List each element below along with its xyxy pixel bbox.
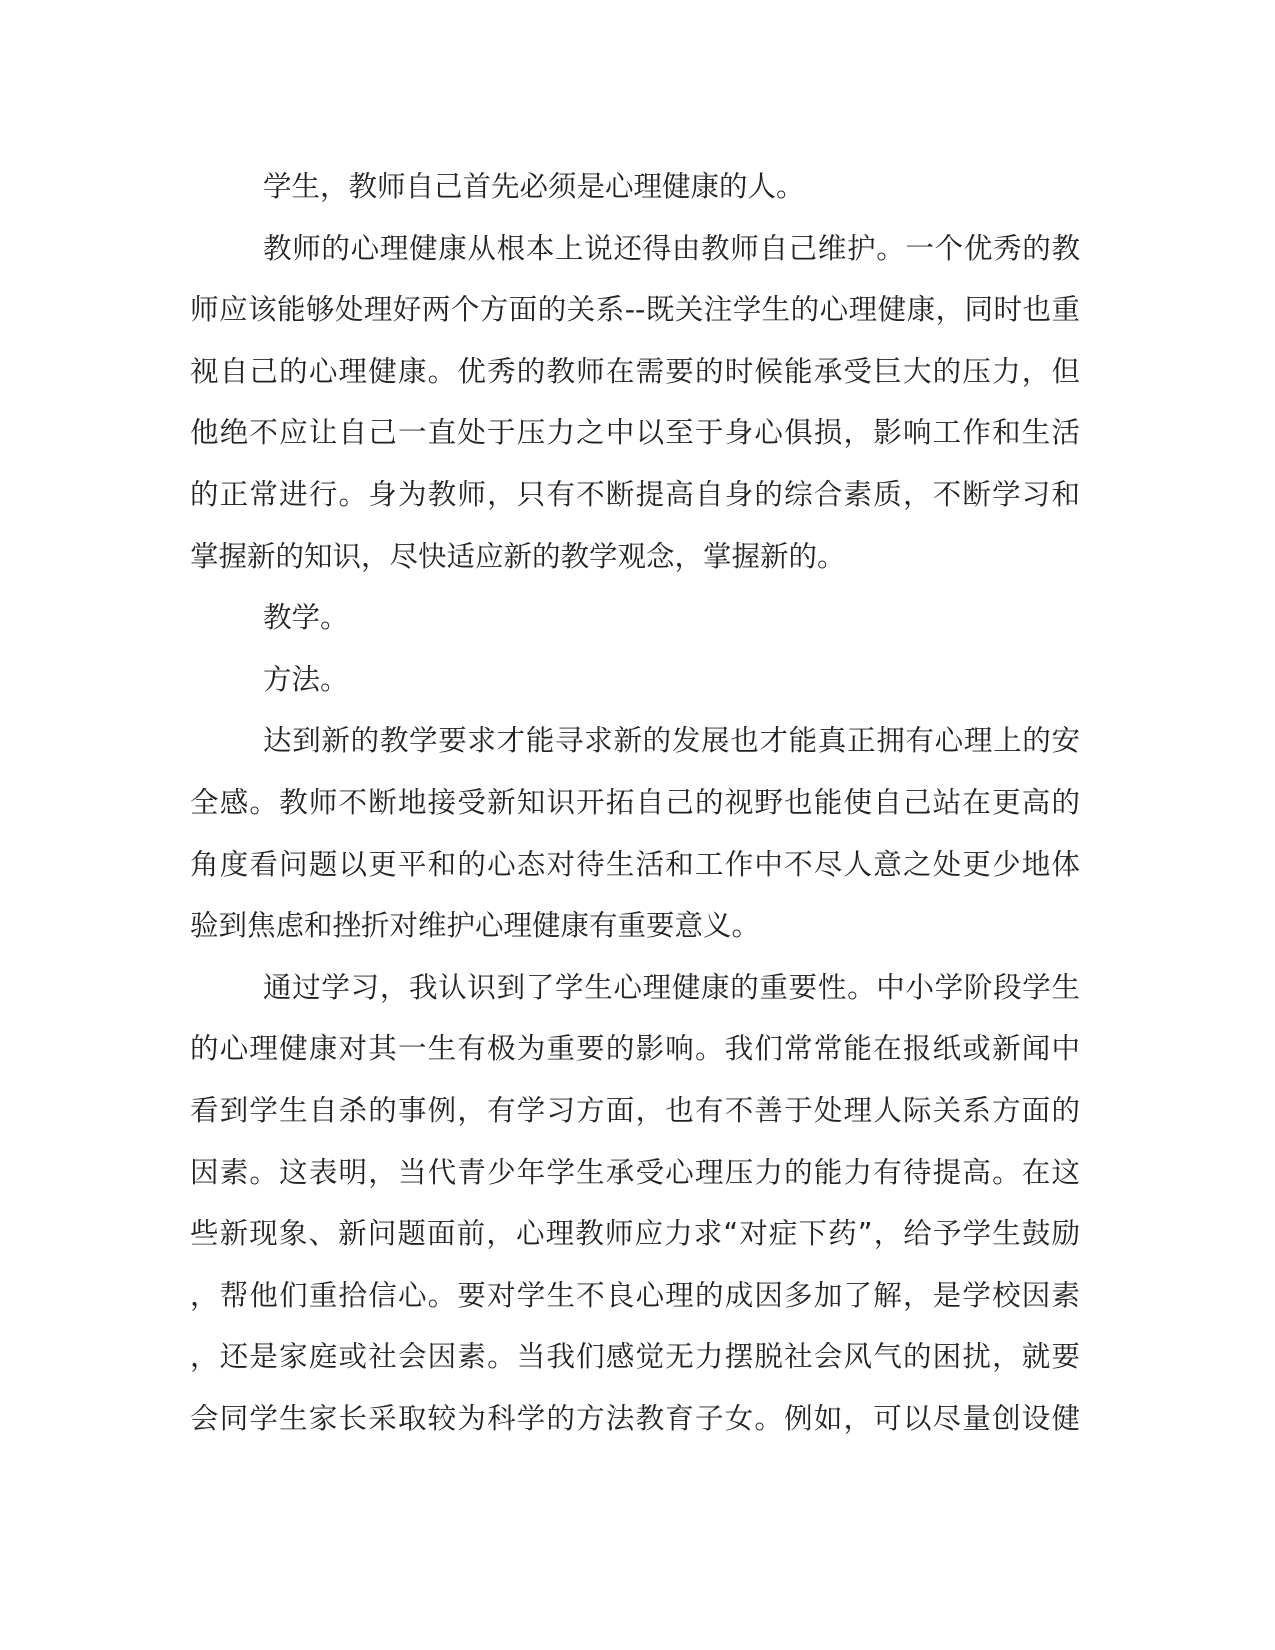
text-line: 方法。 (263, 662, 349, 696)
text-line: 学生，教师自己首先必须是心理健康的人。 (263, 170, 805, 203)
text-line: 看到学生自杀的事例，有学习方面，也有不善于处理人际关系方面的 (190, 1093, 1080, 1127)
text-line: 会同学生家长采取较为科学的方法教育子女。例如，可以尽量创设健 (190, 1401, 1080, 1435)
text-line: 验到焦虑和挫折对维护心理健康有重要意义。 (190, 909, 761, 943)
text-line: 教学。 (263, 601, 349, 635)
text-line: 的心理健康对其一生有极为重要的影响。我们常常能在报纸或新闻中 (190, 1032, 1080, 1066)
text-line: 教师的心理健康从根本上说还得由教师自己维护。一个优秀的教 (263, 231, 1080, 265)
text-line: 全感。教师不断地接受新知识开拓自己的视野也能使自己站在更高的 (190, 785, 1080, 819)
text-line: 师应该能够处理好两个方面的关系--既关注学生的心理健康，同时也重 (190, 293, 1080, 327)
text-line: 他绝不应让自己一直处于压力之中以至于身心俱损，影响工作和生活 (190, 416, 1080, 450)
text-line: 的正常进行。身为教师，只有不断提高自身的综合素质，不断学习和 (190, 477, 1080, 511)
text-line: ，还是家庭或社会因素。当我们感觉无力摆脱社会风气的困扰，就要 (190, 1340, 1080, 1374)
text-line: 掌握新的知识，尽快适应新的教学观念，掌握新的。 (190, 539, 846, 573)
text-line: ，帮他们重拾信心。要对学生不良心理的成因多加了解，是学校因素 (190, 1278, 1080, 1312)
text-line: 达到新的教学要求才能寻求新的发展也才能真正拥有心理上的安 (263, 724, 1080, 758)
document-body (190, 156, 1080, 1449)
text-line: 通过学习，我认识到了学生心理健康的重要性。中小学阶段学生 (263, 970, 1080, 1004)
text-line: 些新现象、新问题面前，心理教师应力求“对症下药”，给予学生鼓励 (190, 1217, 1080, 1251)
text-line: 角度看问题以更平和的心态对待生活和工作中不尽人意之处更少地体 (190, 847, 1080, 881)
text-line: 因素。这表明，当代青少年学生承受心理压力的能力有待提高。在这 (190, 1155, 1080, 1189)
text-line: 视自己的心理健康。优秀的教师在需要的时候能承受巨大的压力，但 (190, 354, 1080, 388)
